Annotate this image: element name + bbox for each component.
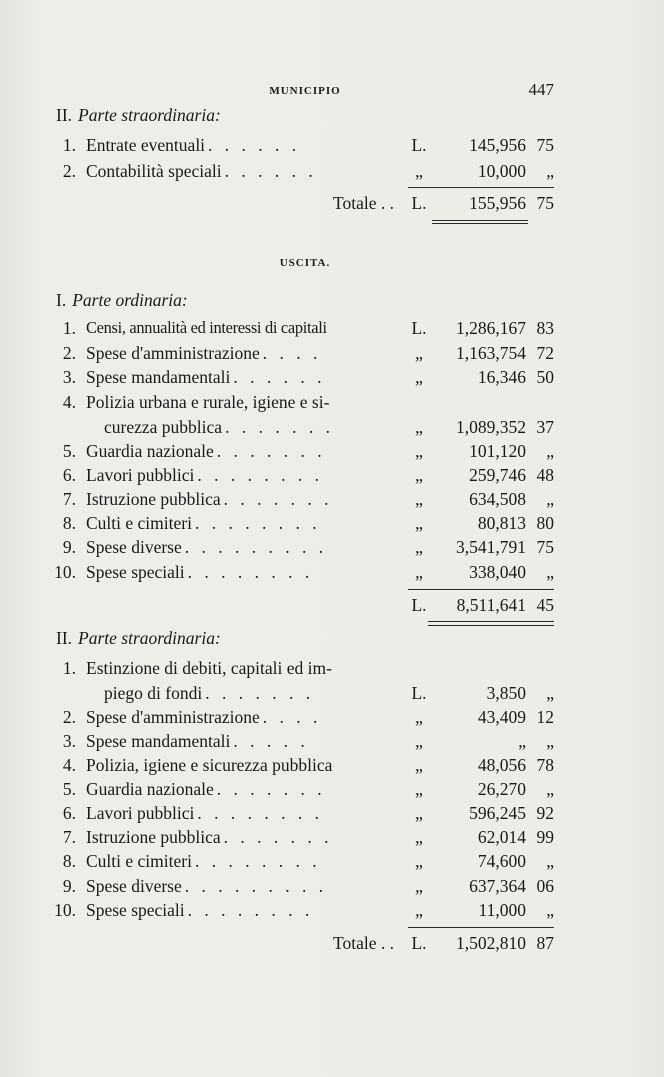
table-row bbox=[56, 656, 554, 680]
double-rule-bottom bbox=[432, 223, 528, 224]
total-cents: 87 bbox=[536, 933, 554, 953]
double-rule-top bbox=[428, 621, 554, 622]
total-row bbox=[56, 191, 554, 215]
amount: 1,089,352 bbox=[456, 417, 526, 437]
cents: „ bbox=[546, 489, 554, 509]
item-number: 10. bbox=[54, 562, 76, 582]
item-description: Spese diverse . . . . . . . . . bbox=[86, 876, 328, 896]
table-row bbox=[56, 316, 554, 340]
currency-mark: „ bbox=[415, 803, 423, 823]
item-number: 10. bbox=[54, 900, 76, 920]
item-description: Contabilità speciali . . . . . . bbox=[86, 161, 317, 181]
currency-mark: „ bbox=[415, 827, 423, 847]
table-row bbox=[56, 705, 554, 729]
item-description: Spese d'amministrazione . . . . bbox=[86, 343, 322, 363]
item-description: Istruzione pubblica . . . . . . . bbox=[86, 827, 333, 847]
cents: 75 bbox=[536, 537, 554, 557]
currency-mark: „ bbox=[415, 343, 423, 363]
cents: „ bbox=[546, 779, 554, 799]
currency-mark: L. bbox=[411, 933, 427, 953]
item-number: 1. bbox=[62, 318, 76, 338]
currency-mark: „ bbox=[415, 900, 423, 920]
amount: 634,508 bbox=[469, 489, 526, 509]
currency-mark: L. bbox=[411, 683, 427, 703]
item-number: 3. bbox=[62, 367, 76, 387]
item-description: Spese mandamentali . . . . . . bbox=[86, 367, 326, 387]
currency-mark: L. bbox=[411, 193, 427, 213]
double-rule-bottom bbox=[428, 625, 554, 626]
cents: „ bbox=[546, 441, 554, 461]
item-number: 9. bbox=[62, 537, 76, 557]
section-heading-straordinaria-uscita bbox=[56, 628, 221, 649]
currency-mark: L. bbox=[411, 318, 427, 338]
item-number: 1. bbox=[62, 658, 76, 678]
section-label: Parte ordinaria: bbox=[72, 290, 188, 310]
item-description: Culti e cimiteri . . . . . . . . bbox=[86, 851, 321, 871]
item-description: curezza pubblica . . . . . . . bbox=[104, 417, 334, 437]
currency-mark: „ bbox=[415, 417, 423, 437]
table-row bbox=[56, 487, 554, 511]
cents: 83 bbox=[536, 318, 554, 338]
amount: 80,813 bbox=[477, 513, 526, 533]
item-description: Spese d'amministrazione . . . . bbox=[86, 707, 322, 727]
item-number: 3. bbox=[62, 731, 76, 751]
item-number: 4. bbox=[62, 392, 76, 412]
sum-rule bbox=[408, 589, 554, 590]
section-heading-ordinaria bbox=[56, 290, 188, 311]
running-head bbox=[56, 80, 554, 100]
total-amount: 8,511,641 bbox=[456, 595, 526, 615]
currency-mark: „ bbox=[415, 465, 423, 485]
table-row bbox=[56, 849, 554, 873]
table-row bbox=[56, 159, 554, 183]
table-row bbox=[56, 535, 554, 559]
item-description: Lavori pubblici . . . . . . . . bbox=[86, 465, 324, 485]
cents: 75 bbox=[536, 135, 554, 155]
total-label: Totale . . bbox=[333, 933, 394, 953]
total-amount: 1,502,810 bbox=[456, 933, 526, 953]
currency-mark: „ bbox=[415, 537, 423, 557]
table-row bbox=[56, 390, 554, 414]
item-number: 7. bbox=[62, 489, 76, 509]
cents: 12 bbox=[536, 707, 554, 727]
item-number: 8. bbox=[62, 513, 76, 533]
running-title: MUNICIPIO bbox=[269, 85, 341, 97]
uscita-heading: USCITA. bbox=[279, 257, 331, 269]
currency-mark: „ bbox=[415, 755, 423, 775]
item-number: 1. bbox=[62, 135, 76, 155]
table-row bbox=[56, 801, 554, 825]
item-description: Polizia, igiene e sicurezza pubblica bbox=[86, 755, 333, 775]
amount: 74,600 bbox=[477, 851, 526, 871]
amount: 637,364 bbox=[469, 876, 526, 896]
cents: „ bbox=[546, 562, 554, 582]
table-row bbox=[56, 511, 554, 535]
amount: 10,000 bbox=[477, 161, 526, 181]
total-row bbox=[56, 931, 554, 955]
cents: „ bbox=[546, 683, 554, 703]
section-roman: II. bbox=[56, 628, 73, 648]
item-number: 7. bbox=[62, 827, 76, 847]
page-number: 447 bbox=[528, 80, 554, 99]
cents: „ bbox=[546, 900, 554, 920]
table-row bbox=[56, 825, 554, 849]
table-row bbox=[56, 365, 554, 389]
amount: 16,346 bbox=[477, 367, 526, 387]
cents: 99 bbox=[536, 827, 554, 847]
amount: 62,014 bbox=[477, 827, 526, 847]
table-row bbox=[56, 874, 554, 898]
currency-mark: „ bbox=[415, 562, 423, 582]
section-label: Parte straordinaria: bbox=[78, 628, 221, 648]
table-row bbox=[56, 729, 554, 753]
cents: 92 bbox=[536, 803, 554, 823]
item-description: Censi, annualità ed interessi di capitali bbox=[86, 318, 327, 337]
cents: „ bbox=[546, 161, 554, 181]
cents: „ bbox=[546, 731, 554, 751]
amount: 1,163,754 bbox=[456, 343, 526, 363]
table-row bbox=[56, 898, 554, 922]
currency-mark: L. bbox=[411, 595, 427, 615]
item-description: Guardia nazionale . . . . . . . bbox=[86, 441, 326, 461]
amount: 101,120 bbox=[469, 441, 526, 461]
amount: 1,286,167 bbox=[456, 318, 526, 338]
cents: 37 bbox=[536, 417, 554, 437]
sum-rule bbox=[408, 927, 554, 928]
currency-mark: „ bbox=[415, 779, 423, 799]
item-number: 6. bbox=[62, 803, 76, 823]
table-row bbox=[56, 415, 554, 439]
total-label: Totale . . bbox=[333, 193, 394, 213]
item-number: 2. bbox=[62, 343, 76, 363]
amount: 48,056 bbox=[477, 755, 526, 775]
cents: 48 bbox=[536, 465, 554, 485]
amount: 3,850 bbox=[486, 683, 526, 703]
currency-mark: „ bbox=[415, 513, 423, 533]
item-number: 5. bbox=[62, 779, 76, 799]
item-number: 2. bbox=[62, 161, 76, 181]
sum-rule bbox=[408, 187, 554, 188]
item-description: Guardia nazionale . . . . . . . bbox=[86, 779, 326, 799]
amount: 11,000 bbox=[478, 900, 526, 920]
table-row bbox=[56, 777, 554, 801]
amount: 259,746 bbox=[469, 465, 526, 485]
section-heading-straordinaria-entrata bbox=[56, 105, 221, 126]
currency-mark: L. bbox=[411, 135, 427, 155]
item-number: 9. bbox=[62, 876, 76, 896]
item-description: Istruzione pubblica . . . . . . . bbox=[86, 489, 333, 509]
item-number: 8. bbox=[62, 851, 76, 871]
total-cents: 45 bbox=[536, 595, 554, 615]
currency-mark: „ bbox=[415, 367, 423, 387]
currency-mark: „ bbox=[415, 876, 423, 896]
currency-mark: „ bbox=[415, 489, 423, 509]
item-description: Entrate eventuali . . . . . . bbox=[86, 135, 301, 155]
amount: 3,541,791 bbox=[456, 537, 526, 557]
currency-mark: „ bbox=[415, 731, 423, 751]
item-description: piego di fondi . . . . . . . bbox=[104, 683, 315, 703]
item-number: 2. bbox=[62, 707, 76, 727]
cents: 78 bbox=[536, 755, 554, 775]
item-description: Polizia urbana e rurale, igiene e si- bbox=[86, 392, 330, 412]
section-label: Parte straordinaria: bbox=[78, 105, 221, 125]
item-description: Estinzione di debiti, capitali ed im- bbox=[86, 658, 332, 678]
item-number: 4. bbox=[62, 755, 76, 775]
cents: 50 bbox=[536, 367, 554, 387]
table-row bbox=[56, 560, 554, 584]
amount: 338,040 bbox=[469, 562, 526, 582]
item-description: Spese speciali . . . . . . . . bbox=[86, 562, 314, 582]
item-description: Spese speciali . . . . . . . . bbox=[86, 900, 314, 920]
currency-mark: „ bbox=[415, 707, 423, 727]
cents: 72 bbox=[536, 343, 554, 363]
item-number: 6. bbox=[62, 465, 76, 485]
currency-mark: „ bbox=[415, 441, 423, 461]
table-row bbox=[56, 439, 554, 463]
section-roman: II. bbox=[56, 105, 73, 125]
amount: „ bbox=[518, 731, 526, 751]
item-description: Spese diverse . . . . . . . . . bbox=[86, 537, 328, 557]
table-row bbox=[56, 681, 554, 705]
table-row bbox=[56, 341, 554, 365]
amount: 145,956 bbox=[469, 135, 526, 155]
total-row bbox=[56, 593, 554, 617]
table-row bbox=[56, 133, 554, 157]
currency-mark: „ bbox=[415, 851, 423, 871]
currency-mark: „ bbox=[415, 161, 423, 181]
amount: 43,409 bbox=[477, 707, 526, 727]
total-cents: 75 bbox=[536, 193, 554, 213]
section-roman: I. bbox=[56, 290, 67, 310]
item-description: Spese mandamentali . . . . . bbox=[86, 731, 309, 751]
cents: 80 bbox=[536, 513, 554, 533]
table-row bbox=[56, 753, 554, 777]
cents: „ bbox=[546, 851, 554, 871]
cents: 06 bbox=[536, 876, 554, 896]
amount: 26,270 bbox=[477, 779, 526, 799]
table-row bbox=[56, 463, 554, 487]
item-number: 5. bbox=[62, 441, 76, 461]
amount: 596,245 bbox=[469, 803, 526, 823]
double-rule-top bbox=[432, 220, 528, 221]
item-description: Lavori pubblici . . . . . . . . bbox=[86, 803, 324, 823]
item-description: Culti e cimiteri . . . . . . . . bbox=[86, 513, 321, 533]
total-amount: 155,956 bbox=[469, 193, 526, 213]
